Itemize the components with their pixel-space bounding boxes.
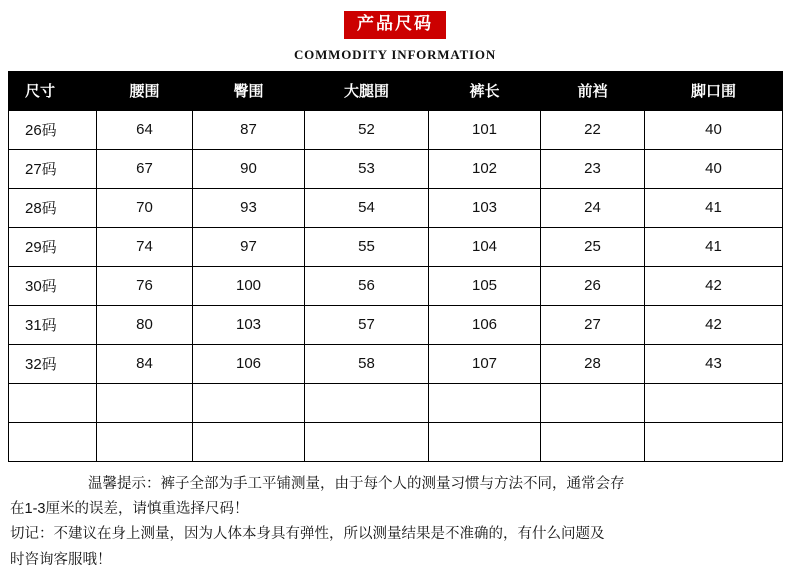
- column-header-hip: 臀围: [193, 71, 305, 110]
- column-header-length: 裤长: [429, 71, 541, 110]
- cell-thigh: 55: [305, 227, 429, 266]
- cell-size: 30码: [9, 266, 97, 305]
- cell-hem: 42: [645, 305, 783, 344]
- column-header-waist: 腰围: [97, 71, 193, 110]
- cell-empty: [193, 383, 305, 422]
- cell-empty: [429, 383, 541, 422]
- cell-empty: [97, 383, 193, 422]
- cell-rise: 25: [541, 227, 645, 266]
- table-header-row: [9, 71, 783, 110]
- table-row-empty: [9, 422, 783, 461]
- column-header-rise: 前裆: [541, 71, 645, 110]
- cell-empty: [541, 422, 645, 461]
- cell-thigh: 57: [305, 305, 429, 344]
- note-line-1: 温馨提示：裤子全部为手工平铺测量，由于每个人的测量习惯与方法不同，通常会存: [88, 475, 625, 492]
- cell-rise: 22: [541, 110, 645, 149]
- table-row: [9, 305, 783, 344]
- cell-rise: 28: [541, 344, 645, 383]
- cell-rise: 23: [541, 149, 645, 188]
- cell-empty: [193, 422, 305, 461]
- cell-waist: 74: [97, 227, 193, 266]
- size-table: [8, 71, 783, 462]
- cell-length: 104: [429, 227, 541, 266]
- cell-thigh: 54: [305, 188, 429, 227]
- cell-hem: 40: [645, 149, 783, 188]
- size-table-container: [0, 71, 790, 462]
- cell-length: 106: [429, 305, 541, 344]
- cell-hip: 93: [193, 188, 305, 227]
- cell-waist: 64: [97, 110, 193, 149]
- cell-size: 29码: [9, 227, 97, 266]
- page-subtitle: COMMODITY INFORMATION: [293, 46, 497, 62]
- cell-empty: [9, 422, 97, 461]
- cell-hip: 100: [193, 266, 305, 305]
- cell-hem: 41: [645, 227, 783, 266]
- cell-empty: [429, 422, 541, 461]
- cell-empty: [645, 422, 783, 461]
- cell-size: 26码: [9, 110, 97, 149]
- cell-thigh: 56: [305, 266, 429, 305]
- note-line-4: 时咨询客服哦！: [10, 551, 112, 568]
- page-title: 产品尺码: [344, 11, 446, 39]
- notes-section: [0, 462, 790, 573]
- cell-waist: 67: [97, 149, 193, 188]
- cell-empty: [305, 383, 429, 422]
- cell-hem: 43: [645, 344, 783, 383]
- cell-empty: [9, 383, 97, 422]
- cell-hem: 40: [645, 110, 783, 149]
- cell-hip: 87: [193, 110, 305, 149]
- table-row: [9, 227, 783, 266]
- cell-hip: 90: [193, 149, 305, 188]
- column-header-size: 尺寸: [9, 71, 97, 110]
- table-header: [9, 71, 783, 110]
- table-row: [9, 149, 783, 188]
- note-line-2: 在1-3厘米的误差，请慎重选择尺码！: [10, 501, 249, 518]
- cell-hem: 42: [645, 266, 783, 305]
- cell-thigh: 52: [305, 110, 429, 149]
- cell-thigh: 53: [305, 149, 429, 188]
- cell-size: 31码: [9, 305, 97, 344]
- cell-thigh: 58: [305, 344, 429, 383]
- cell-hip: 106: [193, 344, 305, 383]
- cell-waist: 80: [97, 305, 193, 344]
- table-row: [9, 266, 783, 305]
- note-line-3: 切记：不建议在身上测量，因为人体本身具有弹性，所以测量结果是不准确的，有什么问题及: [10, 526, 605, 543]
- table-row: [9, 110, 783, 149]
- cell-rise: 27: [541, 305, 645, 344]
- title-banner: [0, 0, 790, 39]
- cell-empty: [645, 383, 783, 422]
- cell-hip: 103: [193, 305, 305, 344]
- cell-size: 27码: [9, 149, 97, 188]
- table-row-empty: [9, 383, 783, 422]
- cell-hem: 41: [645, 188, 783, 227]
- cell-empty: [541, 383, 645, 422]
- cell-size: 28码: [9, 188, 97, 227]
- cell-length: 107: [429, 344, 541, 383]
- cell-empty: [97, 422, 193, 461]
- cell-waist: 70: [97, 188, 193, 227]
- cell-size: 32码: [9, 344, 97, 383]
- table-row: [9, 344, 783, 383]
- cell-length: 105: [429, 266, 541, 305]
- column-header-hem: 脚口围: [645, 71, 783, 110]
- cell-length: 103: [429, 188, 541, 227]
- cell-length: 101: [429, 110, 541, 149]
- table-row: [9, 188, 783, 227]
- cell-length: 102: [429, 149, 541, 188]
- column-header-thigh: 大腿围: [305, 71, 429, 110]
- cell-hip: 97: [193, 227, 305, 266]
- table-body: [9, 110, 783, 461]
- cell-rise: 24: [541, 188, 645, 227]
- cell-empty: [305, 422, 429, 461]
- cell-rise: 26: [541, 266, 645, 305]
- cell-waist: 84: [97, 344, 193, 383]
- cell-waist: 76: [97, 266, 193, 305]
